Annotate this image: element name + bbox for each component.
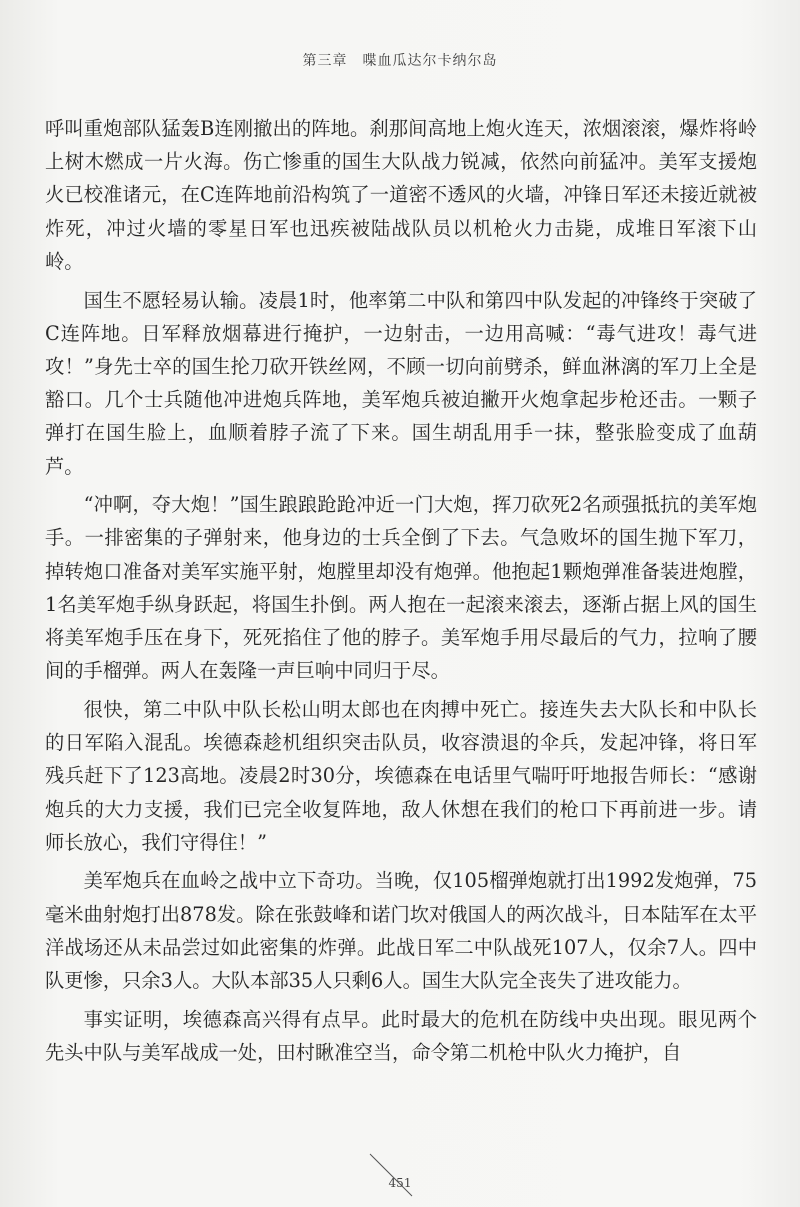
paragraph: 事实证明，埃德森高兴得有点早。此时最大的危机在防线中央出现。眼见两个先头中队与美军战成一处，田村瞅准空当，命令第二机枪中队火力掩护，自 — [45, 1007, 757, 1064]
paragraph: 很快，第二中队中队长松山明太郎也在肉搏中死亡。接连失去大队长和中队长的日军陷入混乱。埃德森趁机组织突击队员，收容溃退的伞兵，发起冲锋，将日军残兵赶下了123高地。凌晨2时30分，埃德森在电话里气喘吁吁地报告师长：“感谢炮兵的大力支援，我们已完全收复阵地，敌人休想在我们的枪口下再前进一步。请师长放心，我们守得住！” — [45, 697, 757, 854]
running-header: 第三章 喋血瓜达尔卡纳尔岛 — [302, 53, 498, 69]
paragraph: 美军炮兵在血岭之战中立下奇功。当晚，仅105榴弹炮就打出1992发炮弹，75毫米曲射炮打出878发。除在张鼓峰和诺门坎对俄国人的两次战斗，日本陆军在太平洋战场还从未品尝过如此密集的炸弹。此战日军二中队战死107人，仅余7人。四中队更惨，只余3人。大队本部35人只剩6人。国生大队完全丧失了进攻能力。 — [45, 869, 757, 993]
paragraph-continued: 呼叫重炮部队猛轰B连刚撤出的阵地。刹那间高地上炮火连天，浓烟滚滚，爆炸将岭上树木燃成一片火海。伤亡惨重的国生大队战力锐减，依然向前猛冲。美军支援炮火已校准诸元，在C连阵地前沿构筑了一道密不透风的火墙，冲锋日军还未接近就被炸死，冲过火墙的零星日军也迅疾被陆战队员以机枪火力击毙，成堆日军滚下山岭。 — [45, 117, 757, 273]
page-number: 451 — [388, 1176, 412, 1190]
paragraph: “冲啊，夺大炮！”国生踉踉跄跄冲近一门大炮，挥刀砍死2名顽强抵抗的美军炮手。一排密集的子弹射来，他身边的士兵全倒了下去。气急败坏的国生抛下军刀，掉转炮口准备对美军实施平射，炮膛里却没有炮弹。他抱起1颗炮弹准备装进炮膛，1名美军炮手纵身跃起，将国生扑倒。两人抱在一起滚来滚去，逐渐占据上风的国生将美军炮手压在身下，死死掐住了他的脖子。美军炮手用尽最后的气力，拉响了腰间的手榴弹。两人在轰隆一声巨响中同归于尽。 — [45, 493, 757, 683]
paragraph: 国生不愿轻易认输。凌晨1时，他率第二中队和第四中队发起的冲锋终于突破了C连阵地。日军释放烟幕进行掩护，一边射击，一边用高喊：“毒气进攻！毒气进攻！”身先士卒的国生抡刀砍开铁丝网，不顾一切向前劈杀，鲜血淋漓的军刀上全是豁口。几个士兵随他冲进炮兵阵地，美军炮兵被迫撇开火炮拿起步枪还击。一颗子弹打在国生脸上，血顺着脖子流了下来。国生胡乱用手一抹，整张脸变成了血葫芦。 — [45, 288, 757, 478]
folio-ornament-line — [366, 1150, 416, 1200]
body-text — [45, 112, 757, 1075]
